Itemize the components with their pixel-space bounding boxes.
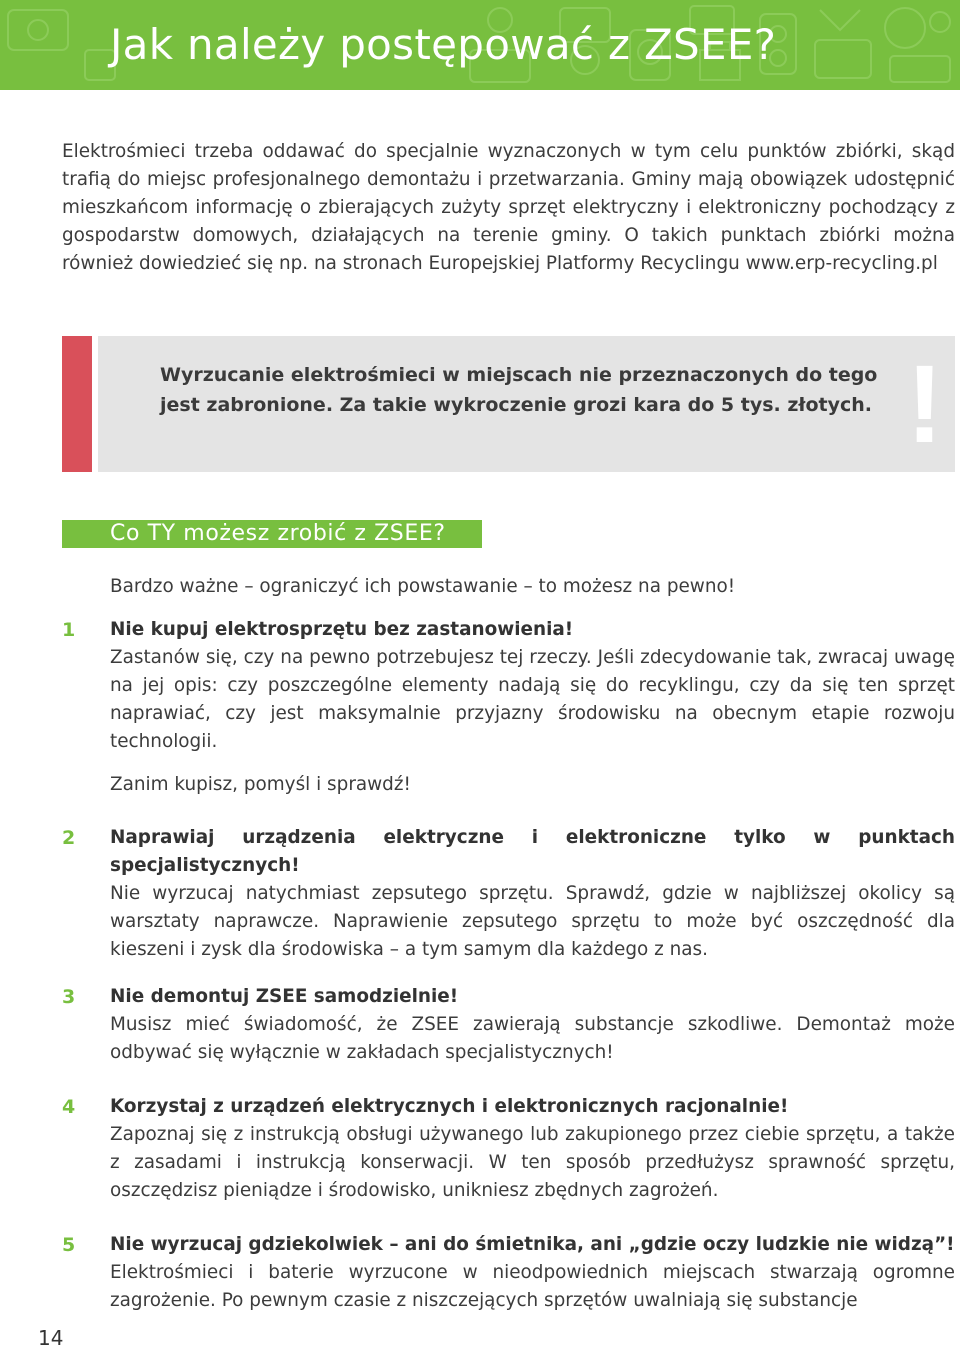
item-text: Zastanów się, czy na pewno potrzebujesz tej rzeczy. Jeśli zdecydowanie tak, zwracaj uwagę na jej opis: czy poszczególne elementy nadają się do recyklingu, czy da się ten sprzęt naprawiać, czy jest maksymalnie przyjazny środowisku na obecnym etapie rozwoju technologii. bbox=[110, 647, 955, 752]
item-text: Nie wyrzucaj natychmiast zepsutego sprzętu. Sprawdź, gdzie w najbliższej okolicy są warsztaty naprawcze. Naprawienie zepsutego sprzętu to może być oszczędność dla kieszeni i zysk dla środowiska – a tym samym dla każdego z nas. bbox=[110, 883, 955, 960]
warning-accent-bar bbox=[62, 336, 92, 472]
item-number: 1 bbox=[62, 619, 76, 641]
header-banner bbox=[0, 0, 960, 90]
exclamation-icon: ! bbox=[906, 343, 943, 466]
section-lead: Bardzo ważne – ograniczyć ich powstawanie – to możesz na pewno! bbox=[110, 576, 736, 597]
warning-box bbox=[62, 336, 955, 472]
section-title: Co TY możesz zrobić z ZSEE? bbox=[110, 521, 446, 546]
item-heading: Nie kupuj elektrosprzętu bez zastanowienia! bbox=[110, 619, 574, 640]
item-note: Zanim kupisz, pomyśl i sprawdź! bbox=[110, 774, 411, 795]
item-text: Musisz mieć świadomość, że ZSEE zawierają substancje szkodliwe. Demontaż może odbywać się wyłącznie w zakładach specjalistycznych! bbox=[110, 1014, 955, 1063]
item-text: Elektrośmieci i baterie wyrzucone w nieodpowiednich miejscach stwarzają ogromne zagrożenie. Po pewnym czasie z niszczejących sprzętów uwalniają się substancje bbox=[110, 1262, 955, 1311]
item-number: 4 bbox=[62, 1096, 76, 1118]
warning-text: Wyrzucanie elektrośmieci w miejscach nie przeznaczonych do tego jest zabronione. Za takie wykroczenie grozi kara do 5 tys. złotych. bbox=[160, 364, 878, 416]
item-text: Zapoznaj się z instrukcją obsługi używanego lub zakupionego przez ciebie sprzętu, a także z zasadami i instrukcją konserwacji. W ten sposób przedłużysz sprawność sprzętu, oszczędzisz pieniądze i środowisko, unikniesz zbędnych zagrożeń. bbox=[110, 1124, 955, 1201]
item-heading: Nie wyrzucaj gdziekolwiek – ani do śmietnika, ani „gdzie oczy ludzkie nie widzą”! bbox=[110, 1234, 955, 1255]
warning-panel bbox=[98, 336, 955, 472]
item-number: 2 bbox=[62, 827, 76, 849]
page-number: 14 bbox=[38, 1326, 64, 1350]
item-heading: Nie demontuj ZSEE samodzielnie! bbox=[110, 986, 459, 1007]
section-heading bbox=[62, 520, 482, 548]
item-heading: Korzystaj z urządzeń elektrycznych i elektronicznych racjonalnie! bbox=[110, 1096, 789, 1117]
intro-paragraph: Elektrośmieci trzeba oddawać do specjalnie wyznaczonych w tym celu punktów zbiórki, skąd trafią do miejsc profesjonalnego demontażu i przetwarzania. Gminy mają obowiązek udostępnić mieszkańcom informację o zbierających zużyty sprzęt elektryczny i elektroniczny pochodzący z gospodarstw domowych, działających na terenie gminy. O takich punktach zbiórki można również dowiedzieć się np. na stronach Europejskiej Platformy Recyclingu www.erp-recycling.pl bbox=[62, 141, 955, 274]
item-heading: Naprawiaj urządzenia elektryczne i elektroniczne tylko w punktach specjalistycznych! bbox=[110, 827, 955, 876]
item-number: 3 bbox=[62, 986, 76, 1008]
page-title: Jak należy postępować z ZSEE? bbox=[110, 20, 777, 69]
item-number: 5 bbox=[62, 1234, 76, 1256]
